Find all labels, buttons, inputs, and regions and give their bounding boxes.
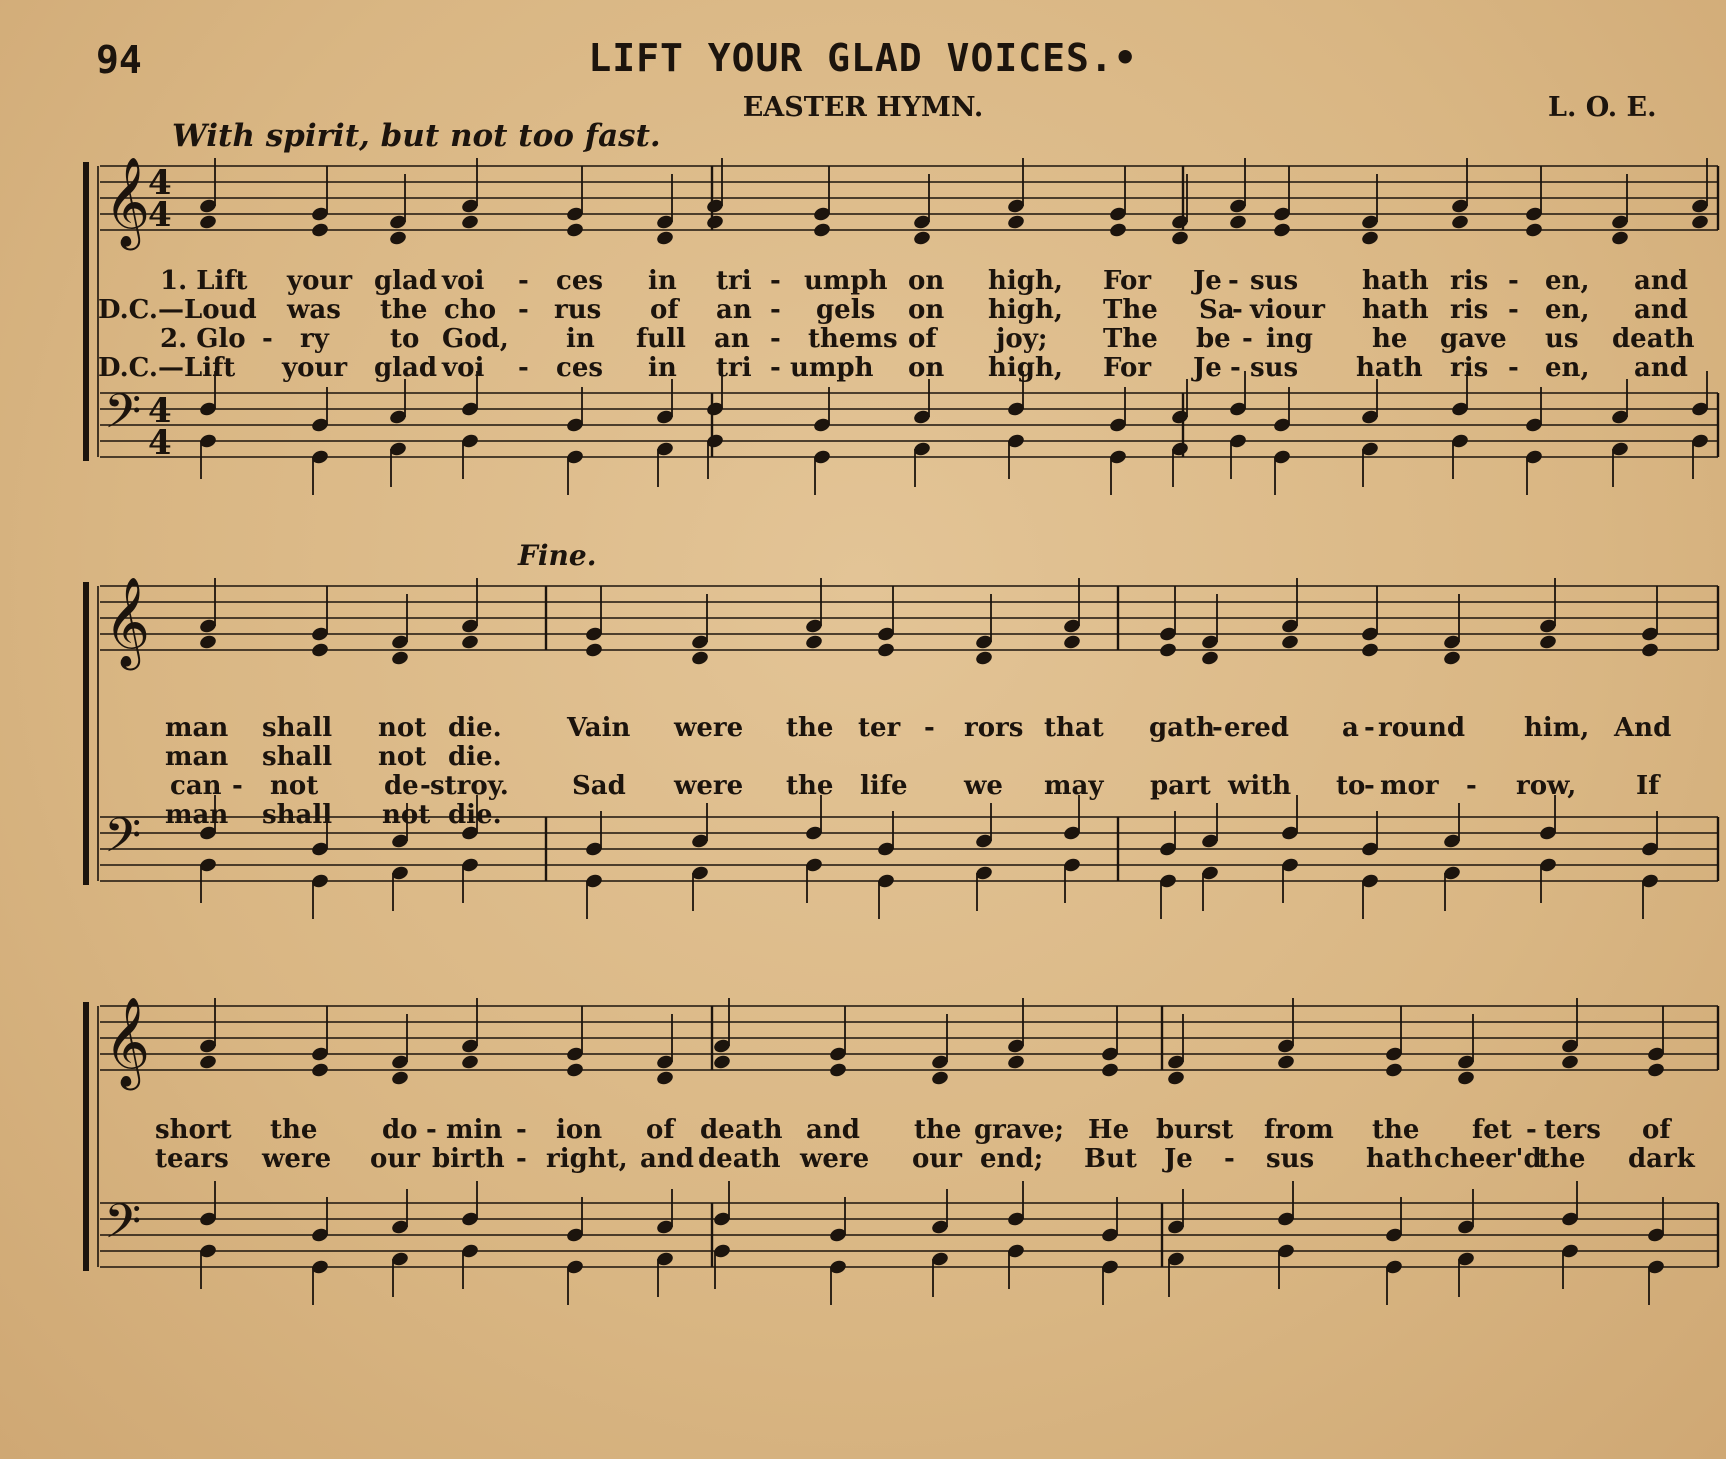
lyric-hyphen: - [518, 266, 529, 296]
lyric-syllable: viour [1250, 295, 1325, 325]
lyric-syllable: God, [442, 324, 509, 354]
lyric-syllable: ris [1450, 353, 1489, 383]
system-3-treble-note [1646, 1062, 1665, 1079]
lyric-syllable: ris [1450, 295, 1489, 325]
lyric-syllable: die. [448, 742, 502, 772]
lyric-syllable: from [1264, 1115, 1334, 1145]
lyric-syllable: fet [1472, 1115, 1512, 1145]
system-1-treble-note [1524, 222, 1543, 239]
system-1-treble-note [198, 214, 217, 231]
system-3-treble-note [1456, 1070, 1475, 1087]
system-1-treble-note [1690, 214, 1709, 231]
lyric-syllable: of [646, 1115, 675, 1145]
system-2-treble-note [1158, 642, 1177, 659]
system-1-treble-note [310, 222, 329, 239]
system-3-treble-note [1560, 1054, 1579, 1071]
lyric-syllable: And [1614, 713, 1672, 743]
lyric-syllable: in [566, 324, 595, 354]
lyric-syllable: gath [1149, 713, 1215, 743]
lyric-syllable: glad [374, 353, 438, 383]
lyric-syllable: and [1634, 295, 1688, 325]
lyric-hyphen: - [1212, 713, 1223, 743]
lyric-hyphen: - [420, 771, 431, 801]
lyric-hyphen: - [1224, 1144, 1235, 1174]
lyric-syllable: voi [442, 266, 485, 296]
system-3-bass-clef: 𝄢 [104, 1193, 142, 1261]
lyric-syllable: death [700, 1115, 783, 1145]
composer-initials: L. O. E. [1548, 92, 1657, 123]
lyric-syllable: glad [374, 266, 438, 296]
system-2-treble-note [584, 642, 603, 659]
system-1-treble-note [565, 222, 584, 239]
lyric-hyphen: - [516, 1115, 527, 1145]
lyric-syllable: ter [858, 713, 901, 743]
system-2-treble-note [1062, 634, 1081, 651]
system-3-treble-note [655, 1070, 674, 1087]
lyric-syllable: the [786, 771, 834, 801]
lyric-syllable: the [786, 713, 834, 743]
lyric-syllable: may [1044, 771, 1104, 801]
system-2-treble-note [310, 642, 329, 659]
lyric-syllable: ered [1224, 713, 1289, 743]
lyric-syllable: hath [1356, 353, 1423, 383]
lyric-syllable: man [165, 800, 229, 830]
system-2-bass-clef: 𝄢 [104, 807, 142, 875]
lyric-syllable: not [378, 713, 427, 743]
lyric-syllable: were [262, 1144, 332, 1174]
system-2-treble-note [804, 634, 823, 651]
lyric-syllable: on [908, 266, 945, 296]
lyric-hyphen: - [1508, 353, 1519, 383]
lyric-syllable: D.C.—Loud [98, 295, 257, 325]
lyric-syllable: we [964, 771, 1003, 801]
system-1-treble-note [705, 214, 724, 231]
lyric-hyphen: - [770, 295, 781, 325]
lyric-syllable: us [1545, 324, 1579, 354]
lyric-syllable: The [1103, 324, 1158, 354]
lyric-syllable: voi [442, 353, 485, 383]
lyric-syllable: burst [1156, 1115, 1234, 1145]
lyric-syllable: him, [1524, 713, 1590, 743]
lyric-syllable: For [1103, 266, 1152, 296]
lyrics-system2-line1 [0, 713, 1726, 743]
lyric-syllable: an [714, 324, 750, 354]
lyric-syllable: ris [1450, 266, 1489, 296]
lyric-syllable: death [698, 1144, 781, 1174]
lyric-syllable: the [380, 295, 428, 325]
lyric-syllable: your [282, 353, 348, 383]
system-2-treble-note [1280, 634, 1299, 651]
lyric-hyphen: - [1364, 713, 1375, 743]
lyric-syllable: umph [804, 266, 888, 296]
lyric-syllable: right, [546, 1144, 628, 1174]
lyric-syllable: he [1372, 324, 1408, 354]
lyric-hyphen: - [1526, 1115, 1537, 1145]
lyric-syllable: mor [1380, 771, 1439, 801]
lyric-hyphen: - [1364, 771, 1375, 801]
lyric-syllable: and [1634, 266, 1688, 296]
lyric-hyphen: - [518, 353, 529, 383]
lyric-syllable: the [1538, 1144, 1586, 1174]
system-2-treble-note [1442, 650, 1461, 667]
system-3-treble-note [565, 1062, 584, 1079]
lyric-syllable: and [806, 1115, 860, 1145]
lyrics-system1-line3 [0, 324, 1726, 354]
lyric-hyphen: - [1466, 771, 1477, 801]
system-1-treble-note [655, 230, 674, 247]
lyric-syllable: the [1372, 1115, 1420, 1145]
lyrics-system3-line2 [0, 1144, 1726, 1174]
lyric-syllable: D.C.—Lift [98, 353, 236, 383]
system-3-treble-note [198, 1054, 217, 1071]
system-3-treble-note [390, 1070, 409, 1087]
system-3-treble-note [828, 1062, 847, 1079]
lyric-syllable: high, [988, 353, 1063, 383]
lyric-syllable: man [165, 713, 229, 743]
lyric-syllable: Je [1193, 266, 1222, 296]
lyric-syllable: row, [1516, 771, 1577, 801]
system-1-treble-note [1450, 214, 1469, 231]
lyric-syllable: en, [1545, 266, 1590, 296]
system-1-treble-note [1006, 214, 1025, 231]
lyric-syllable: the [270, 1115, 318, 1145]
lyric-syllable: thems [808, 324, 898, 354]
lyrics-system1-line2 [0, 295, 1726, 325]
system-1-treble-note [1228, 214, 1247, 231]
system-3-treble-note [1276, 1054, 1295, 1071]
system-1-treble-note [1170, 230, 1189, 247]
lyric-syllable: death [1612, 324, 1695, 354]
system-3-treble-note [310, 1062, 329, 1079]
lyrics-system1-line4 [0, 353, 1726, 383]
lyric-hyphen: - [426, 1115, 437, 1145]
system-2-treble-note [1200, 650, 1219, 667]
lyric-hyphen: - [924, 713, 935, 743]
lyric-syllable: full [636, 324, 686, 354]
lyric-syllable: ces [556, 353, 604, 383]
system-2-treble-note [974, 650, 993, 667]
system-3-treble-note [712, 1054, 731, 1071]
lyric-syllable: not [270, 771, 319, 801]
lyric-syllable: was [287, 295, 341, 325]
lyric-syllable: ing [1266, 324, 1313, 354]
lyric-syllable: 1. Lift [160, 266, 248, 296]
lyric-hyphen: - [1508, 295, 1519, 325]
lyric-syllable: the [914, 1115, 962, 1145]
lyric-hyphen: - [518, 295, 529, 325]
lyric-syllable: our [370, 1144, 420, 1174]
lyric-syllable: that [1044, 713, 1104, 743]
lyric-syllable: with [1228, 771, 1292, 801]
lyric-syllable: stroy. [430, 771, 509, 801]
lyric-syllable: rors [964, 713, 1024, 743]
lyric-hyphen: - [262, 324, 273, 354]
lyric-hyphen: - [1242, 324, 1253, 354]
lyric-syllable: sus [1266, 1144, 1315, 1174]
lyric-syllable: 2. Glo [160, 324, 246, 354]
lyric-syllable: high, [988, 266, 1063, 296]
lyric-hyphen: - [1230, 353, 1241, 383]
hymn-title: LIFT YOUR GLAD VOICES.• [588, 36, 1138, 80]
lyric-syllable: our [912, 1144, 962, 1174]
lyric-syllable: hath [1362, 295, 1429, 325]
lyric-syllable: shall [262, 742, 333, 772]
lyrics-system2-line3 [0, 771, 1726, 801]
system-2-treble-note [1360, 642, 1379, 659]
lyric-syllable: en, [1545, 353, 1590, 383]
lyric-syllable: tri [716, 353, 752, 383]
system-1-bass-clef: 𝄢 [104, 383, 142, 451]
lyric-syllable: were [800, 1144, 870, 1174]
lyric-syllable: sus [1250, 266, 1299, 296]
lyric-syllable: rus [554, 295, 602, 325]
system-1-treble-note [812, 222, 831, 239]
lyric-syllable: can [170, 771, 222, 801]
lyrics-system1-line1 [0, 266, 1726, 296]
lyric-hyphen: - [1232, 295, 1243, 325]
lyric-syllable: be [1196, 324, 1231, 354]
lyric-syllable: an [716, 295, 752, 325]
page-number: 94 [96, 38, 142, 82]
system-3-treble-note [1166, 1070, 1185, 1087]
lyric-syllable: a [1342, 713, 1359, 743]
bass-time-signature-top: 4 [148, 391, 172, 431]
lyric-syllable: gels [816, 295, 876, 325]
lyric-syllable: to [390, 324, 420, 354]
lyric-syllable: and [640, 1144, 694, 1174]
lyric-syllable: ters [1544, 1115, 1601, 1145]
system-2-treble-note [690, 650, 709, 667]
lyric-syllable: min [446, 1115, 503, 1145]
system-3-treble-note [930, 1070, 949, 1087]
lyrics-system2-line4 [0, 800, 1726, 830]
lyric-syllable: cheer'd [1434, 1144, 1542, 1174]
lyric-syllable: of [650, 295, 679, 325]
lyric-syllable: life [860, 771, 908, 801]
lyric-syllable: If [1636, 771, 1660, 801]
lyrics-system2-line2 [0, 742, 1726, 772]
lyrics-system3-line1 [0, 1115, 1726, 1145]
lyric-syllable: Sa [1199, 295, 1235, 325]
lyric-hyphen: - [232, 771, 243, 801]
lyric-syllable: Vain [567, 713, 631, 743]
lyric-syllable: shall [262, 713, 333, 743]
lyric-syllable: Je [1164, 1144, 1193, 1174]
system-2-treble-note [390, 650, 409, 667]
tempo-marking: With spirit, but not too fast. [172, 118, 661, 154]
lyric-syllable: not [382, 800, 431, 830]
lyric-syllable: were [674, 713, 744, 743]
lyric-hyphen: - [1508, 266, 1519, 296]
lyric-syllable: on [908, 295, 945, 325]
lyric-syllable: birth [432, 1144, 505, 1174]
system-1-treble-note [1360, 230, 1379, 247]
lyric-syllable: ry [300, 324, 329, 354]
system-2-treble-note [1640, 642, 1659, 659]
lyric-syllable: die. [448, 800, 502, 830]
lyric-syllable: hath [1366, 1144, 1433, 1174]
lyric-hyphen: - [1228, 266, 1239, 296]
lyric-syllable: were [674, 771, 744, 801]
lyric-syllable: tri [716, 266, 752, 296]
lyric-syllable: shall [262, 800, 333, 830]
system-3-treble-clef: 𝄞 [104, 997, 151, 1087]
lyric-hyphen: - [516, 1144, 527, 1174]
lyric-syllable: grave; [974, 1115, 1064, 1145]
lyric-syllable: The [1103, 295, 1158, 325]
lyric-syllable: not [378, 742, 427, 772]
lyric-syllable: ces [556, 266, 604, 296]
lyric-syllable: in [648, 353, 677, 383]
lyric-syllable: But [1084, 1144, 1137, 1174]
system-1-treble-note [388, 230, 407, 247]
lyric-hyphen: - [770, 353, 781, 383]
system-2-treble-note [198, 634, 217, 651]
system-1-treble-clef: 𝄞 [104, 157, 151, 247]
system-3-treble-note [1006, 1054, 1025, 1071]
lyric-syllable: en, [1545, 295, 1590, 325]
system-3-treble-note [1100, 1062, 1119, 1079]
lyric-syllable: of [1642, 1115, 1671, 1145]
lyric-syllable: high, [988, 295, 1063, 325]
system-2-treble-note [876, 642, 895, 659]
lyric-syllable: end; [980, 1144, 1044, 1174]
hymn-subtitle: EASTER HYMN. [742, 92, 984, 123]
lyric-hyphen: - [770, 266, 781, 296]
system-2-treble-note [460, 634, 479, 651]
lyric-syllable: de [384, 771, 419, 801]
system-1-treble-note [912, 230, 931, 247]
lyric-syllable: He [1088, 1115, 1130, 1145]
system-1-treble-note [1610, 230, 1629, 247]
system-1-treble-note [1272, 222, 1291, 239]
lyric-syllable: joy; [996, 324, 1048, 354]
lyric-syllable: and [1634, 353, 1688, 383]
lyric-syllable: of [908, 324, 937, 354]
system-1-treble-note [460, 214, 479, 231]
lyric-syllable: For [1103, 353, 1152, 383]
system-3-treble-note [460, 1054, 479, 1071]
lyric-syllable: do [382, 1115, 418, 1145]
lyric-syllable: cho [444, 295, 497, 325]
lyric-syllable: ion [556, 1115, 603, 1145]
lyric-syllable: round [1378, 713, 1466, 743]
treble-time-signature-top: 4 [148, 163, 172, 203]
system-3-treble-note [1384, 1062, 1403, 1079]
lyric-syllable: to [1336, 771, 1366, 801]
bass-time-signature-bottom: 4 [148, 423, 172, 463]
lyric-syllable: Je [1193, 353, 1222, 383]
system-2-treble-note [1538, 634, 1557, 651]
lyric-syllable: man [165, 742, 229, 772]
lyric-syllable: umph [790, 353, 874, 383]
lyric-syllable: your [287, 266, 353, 296]
system-2-treble-clef: 𝄞 [104, 577, 151, 667]
lyric-syllable: in [648, 266, 677, 296]
lyric-hyphen: - [770, 324, 781, 354]
lyric-syllable: gave [1440, 324, 1507, 354]
lyric-syllable: sus [1250, 353, 1299, 383]
fine-marking: Fine. [518, 539, 597, 572]
lyric-syllable: hath [1362, 266, 1429, 296]
lyric-syllable: tears [155, 1144, 229, 1174]
lyric-syllable: on [908, 353, 945, 383]
lyric-syllable: die. [448, 713, 502, 743]
system-1-treble-note [1108, 222, 1127, 239]
lyric-syllable: part [1150, 771, 1211, 801]
lyric-syllable: Sad [572, 771, 626, 801]
lyric-syllable: short [155, 1115, 232, 1145]
lyric-syllable: dark [1628, 1144, 1695, 1174]
treble-time-signature-bottom: 4 [148, 195, 172, 235]
